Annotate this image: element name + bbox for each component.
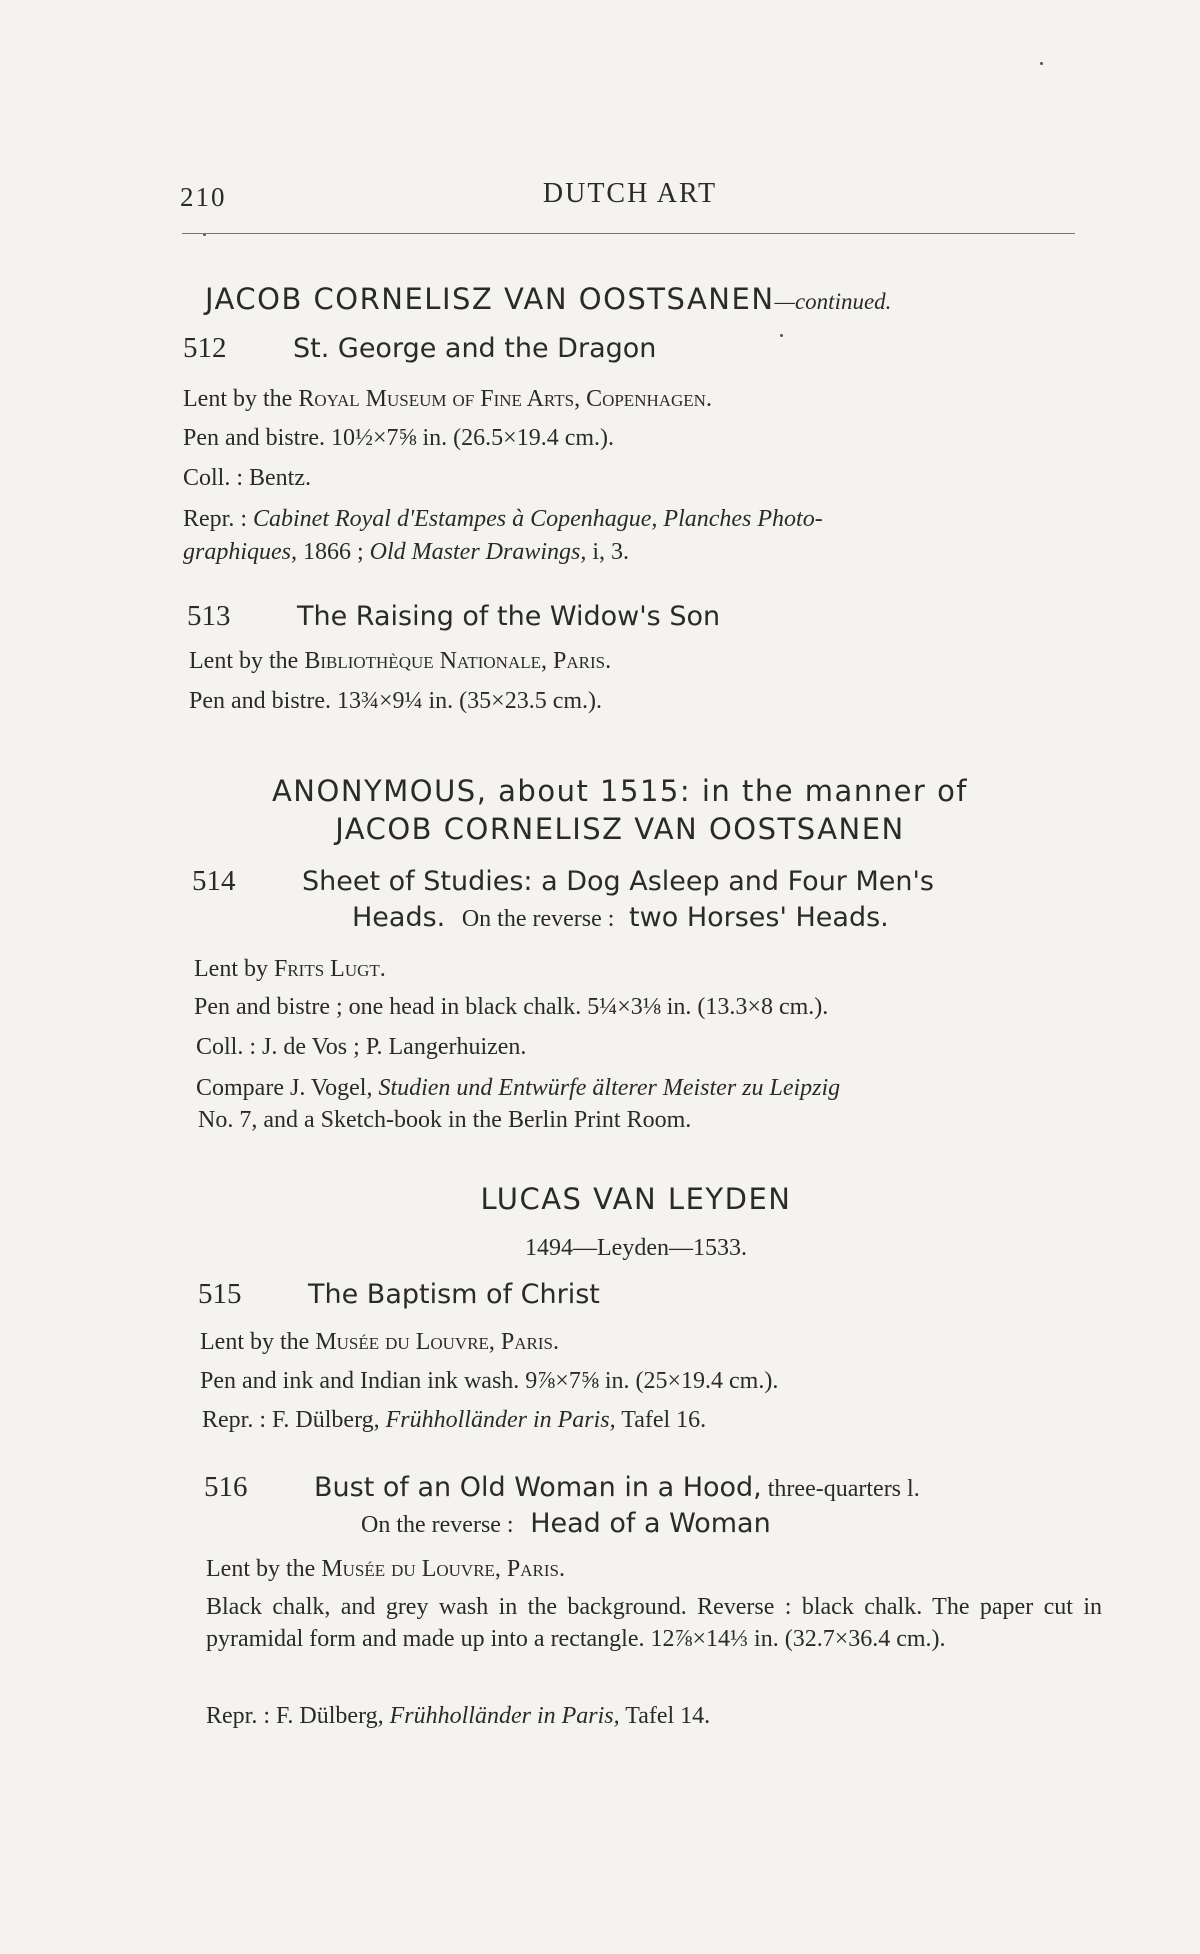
- entry-516-heading-cont: [0, 1508, 1200, 1539]
- entry-516-lender: [0, 1553, 1200, 1586]
- entry-516-repr: [0, 1700, 1200, 1733]
- artist-heading-oostsanen: [0, 282, 1200, 316]
- entry-title: The Raising of the Widow's Son: [297, 601, 721, 632]
- entry-number: 516: [204, 1471, 248, 1503]
- entry-title: Heads.: [352, 902, 446, 933]
- entry-title-suffix: three-quarters l.: [761, 1476, 920, 1502]
- repr-title: Frühholländer in Paris,: [385, 1407, 616, 1433]
- lender-name: Musée du Louvre, Paris.: [315, 1329, 559, 1355]
- entry-514-coll: Coll. : J. de Vos ; P. Langerhuizen.: [196, 1034, 527, 1060]
- artist-heading-leyden: LUCAS VAN LEYDEN: [480, 1182, 792, 1216]
- continued-label: —continued.: [774, 289, 892, 314]
- artist-dates-leyden: 1494—Leyden—1533.: [525, 1235, 747, 1261]
- repr-prefix: Repr. :: [183, 506, 253, 532]
- lender-name: Royal Museum of Fine Arts, Copenhagen.: [298, 386, 712, 412]
- entry-516-heading: [0, 1471, 1200, 1504]
- ink-speck: [1040, 62, 1043, 65]
- repr-title: Cabinet Royal d'Estampes à Copenhague, Planches Photo-: [253, 506, 823, 532]
- entry-514-compare-cont: No. 7, and a Sketch-book in the Berlin Print Room.: [198, 1107, 692, 1133]
- entry-number: 514: [192, 865, 236, 897]
- entry-512-heading: [0, 332, 1200, 365]
- entry-515-heading: [0, 1278, 1200, 1311]
- entry-514-compare: [0, 1072, 1200, 1105]
- running-head: [180, 178, 1080, 218]
- lent-prefix: Lent by the: [200, 1329, 316, 1355]
- entry-515-lender: [0, 1326, 1200, 1359]
- repr-plate: Tafel 16.: [615, 1407, 707, 1433]
- entry-title: The Baptism of Christ: [308, 1279, 600, 1310]
- lender-name: Musée du Louvre, Paris.: [321, 1556, 565, 1582]
- repr-title: Frühholländer in Paris,: [389, 1703, 620, 1729]
- entry-514-lender: [0, 953, 1200, 986]
- entry-513-medium: Pen and bistre. 13¾×9¼ in. (35×23.5 cm.).: [189, 688, 603, 714]
- reverse-title: Head of a Woman: [530, 1508, 771, 1539]
- entry-number: 515: [198, 1278, 242, 1310]
- entry-512-lender: [0, 383, 1200, 416]
- reverse-label: On the reverse :: [361, 1512, 514, 1538]
- lent-prefix: Lent by the: [206, 1556, 322, 1582]
- lent-prefix: Lent by: [194, 956, 274, 982]
- reverse-title: two Horses' Heads.: [629, 902, 889, 933]
- entry-516-description: Black chalk, and grey wash in the background. Reverse : black chalk. The paper cut in pyramidal form and made up into a rectangle. 12⅞×14⅓ in. (32.7×36.4 cm.).: [206, 1594, 1102, 1652]
- header-rule: [182, 233, 1075, 234]
- entry-number: 512: [183, 332, 227, 364]
- repr-volume: i, 3.: [586, 539, 630, 565]
- lent-prefix: Lent by the: [183, 386, 299, 412]
- compare-title: Studien und Entwürfe älterer Meister zu Leipzig: [378, 1075, 841, 1101]
- entry-title: Sheet of Studies: a Dog Asleep and Four Men's: [302, 866, 934, 897]
- repr-prefix: Repr. : F. Dülberg,: [206, 1703, 390, 1729]
- artist-name: JACOB CORNELISZ VAN OOSTSANEN: [205, 282, 775, 316]
- entry-512-repr-cont: [0, 536, 1200, 569]
- entry-512-repr: [0, 503, 1200, 536]
- entry-515-medium: Pen and ink and Indian ink wash. 9⅞×7⅝ in. (25×19.4 cm.).: [200, 1368, 779, 1394]
- entry-514-heading: [0, 865, 1200, 898]
- running-title: DUTCH ART: [542, 178, 718, 209]
- artist-heading-anonymous: ANONYMOUS, about 1515: in the manner of: [271, 774, 969, 808]
- repr-prefix: Repr. : F. Dülberg,: [202, 1407, 386, 1433]
- entry-512-coll: Coll. : Bentz.: [183, 465, 311, 491]
- entry-512-medium: Pen and bistre. 10½×7⅝ in. (26.5×19.4 cm.).: [183, 425, 615, 451]
- entry-514-heading-cont: [0, 902, 1200, 933]
- lender-name: Bibliothèque Nationale, Paris.: [304, 648, 612, 674]
- repr-year: 1866 ;: [297, 539, 370, 565]
- entry-514-medium: Pen and bistre ; one head in black chalk. 5¼×3⅛ in. (13.3×8 cm.).: [194, 994, 829, 1020]
- entry-title: Bust of an Old Woman in a Hood,: [314, 1472, 762, 1503]
- compare-prefix: Compare J. Vogel,: [196, 1075, 379, 1101]
- entry-number: 513: [187, 600, 231, 632]
- page-number: 210: [180, 182, 227, 212]
- reverse-label: On the reverse :: [461, 906, 615, 932]
- repr-plate: Tafel 14.: [619, 1703, 711, 1729]
- entry-513-heading: [0, 600, 1200, 633]
- entry-515-repr: [0, 1404, 1200, 1437]
- lent-prefix: Lent by the: [189, 648, 305, 674]
- artist-heading-anonymous-2: JACOB CORNELISZ VAN OOSTSANEN: [335, 812, 905, 846]
- repr-title: Old Master Drawings,: [369, 539, 587, 565]
- lender-name: Frits Lugt.: [273, 956, 386, 982]
- entry-513-lender: [0, 645, 1200, 678]
- entry-title: St. George and the Dragon: [293, 333, 657, 364]
- repr-title: graphiques,: [183, 539, 297, 565]
